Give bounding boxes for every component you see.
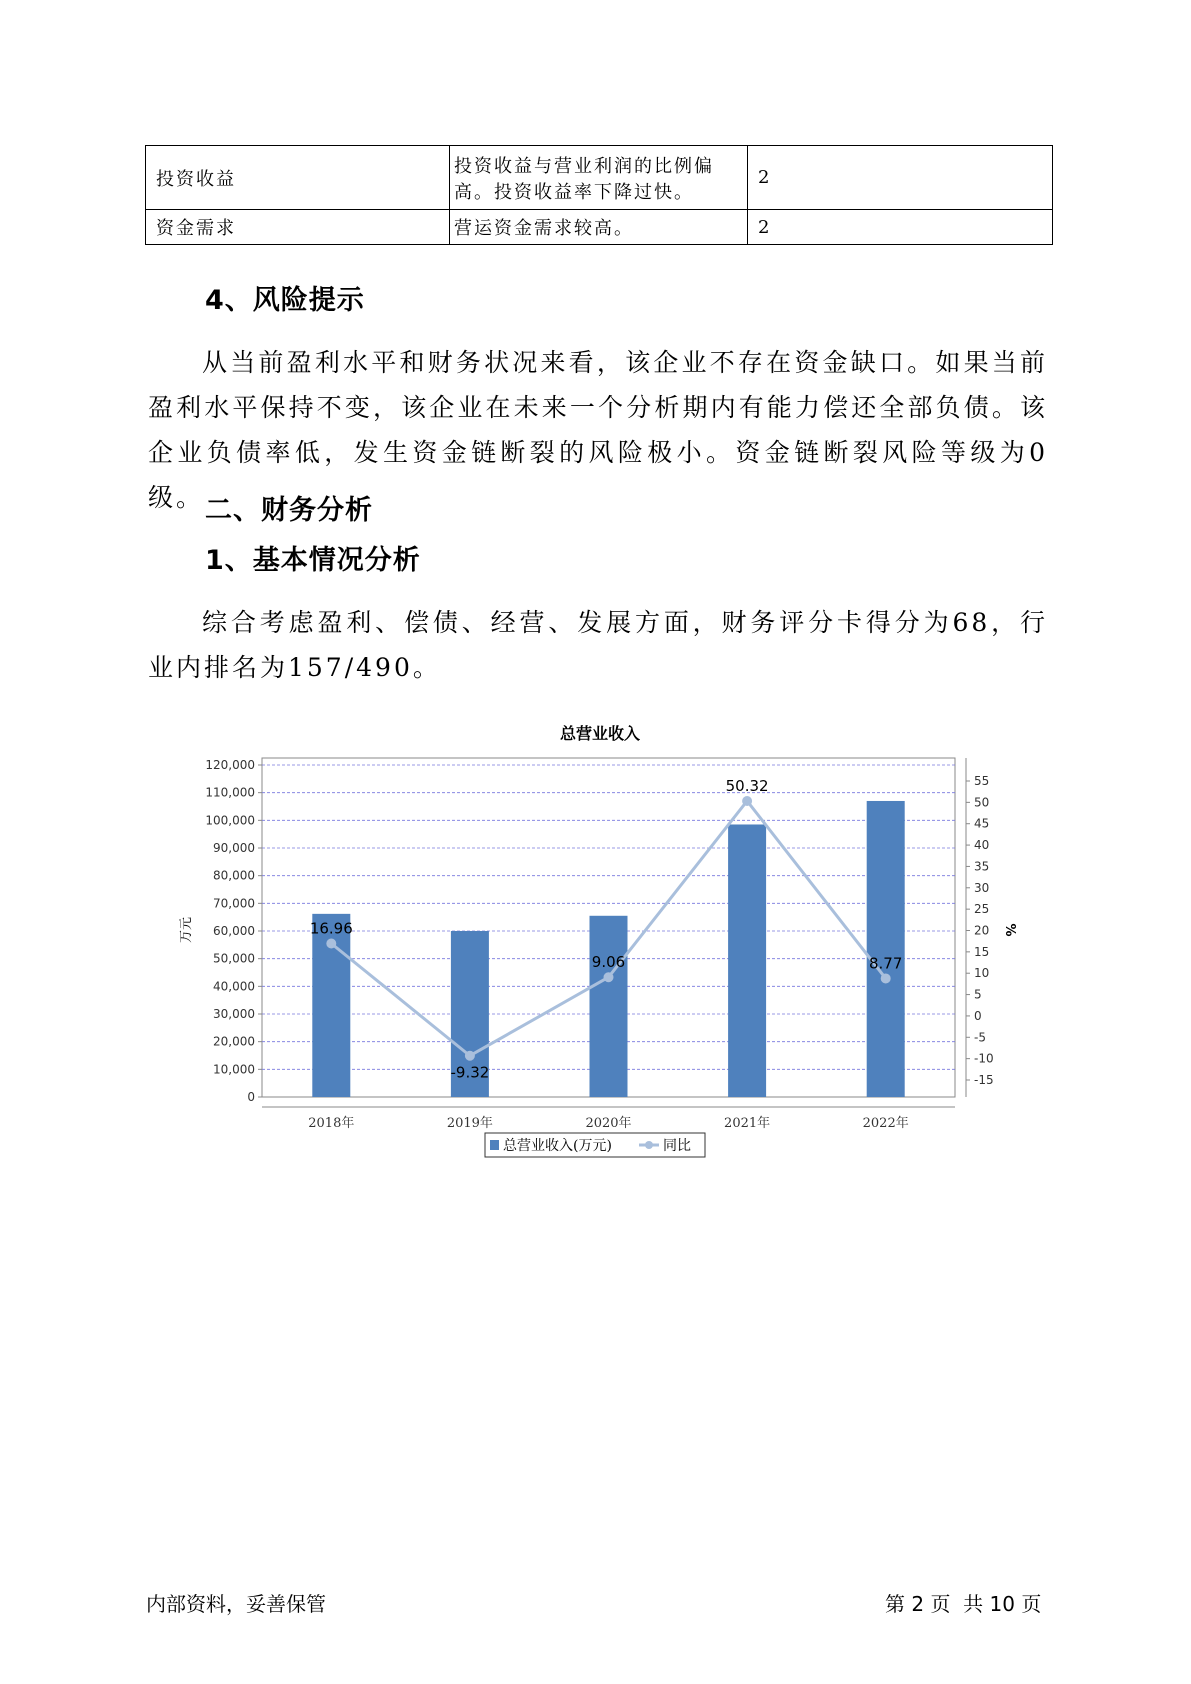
yoy-point bbox=[465, 1051, 475, 1061]
x-tick-label: 2020年 bbox=[585, 1116, 632, 1131]
left-tick-label: 70,000 bbox=[213, 896, 255, 911]
yoy-data-label: -9.32 bbox=[450, 1063, 490, 1082]
right-tick-label: 30 bbox=[974, 880, 990, 895]
right-tick-label: 20 bbox=[974, 923, 990, 938]
right-tick-label: 50 bbox=[974, 795, 990, 810]
yoy-point bbox=[326, 938, 336, 948]
right-tick-label: 55 bbox=[974, 774, 990, 788]
risk-score-cell: 2 bbox=[748, 146, 1053, 210]
x-tick-label: 2022年 bbox=[862, 1116, 909, 1131]
right-tick-label: 10 bbox=[974, 966, 990, 981]
footer-page-number: 第 2 页 共 10 页 bbox=[885, 1592, 1042, 1616]
right-tick-label: 40 bbox=[974, 838, 990, 853]
left-tick-label: 120,000 bbox=[205, 758, 255, 772]
left-tick-label: 30,000 bbox=[213, 1007, 255, 1021]
right-axis-label: % bbox=[1002, 923, 1017, 937]
right-tick-label: -5 bbox=[974, 1030, 986, 1045]
legend-line-label: 同比 bbox=[663, 1138, 691, 1154]
risk-paragraph: 从当前盈利水平和财务状况来看，该企业不存在资金缺口。如果当前盈利水平保持不变，该企业在未来一个分析期内有能力偿还全部负债。该企业负债率低，发生资金链断裂的风险极小。资金链断裂风险等级为0级。 bbox=[148, 348, 1048, 512]
table-row bbox=[146, 210, 1053, 245]
risk-desc-cell: 营运资金需求较高。 bbox=[450, 210, 748, 245]
revenue-chart bbox=[170, 715, 1030, 1175]
yoy-point bbox=[742, 796, 752, 806]
left-tick-label: 10,000 bbox=[213, 1062, 255, 1077]
yoy-data-label: 16.96 bbox=[309, 919, 353, 938]
yoy-point bbox=[604, 972, 614, 982]
left-tick-label: 60,000 bbox=[213, 924, 255, 938]
right-tick-label: 15 bbox=[974, 944, 990, 959]
risk-factor-table bbox=[145, 145, 1053, 245]
footer-confidential: 内部资料，妥善保管 bbox=[146, 1592, 326, 1616]
right-tick-label: 45 bbox=[974, 816, 990, 831]
left-tick-label: 40,000 bbox=[213, 979, 255, 994]
bar bbox=[728, 824, 766, 1097]
basic-paragraph: 综合考虑盈利、偿债、经营、发展方面，财务评分卡得分为68，行业内排名为157/490。 bbox=[148, 608, 1048, 682]
bar bbox=[867, 801, 905, 1097]
yoy-data-label: 50.32 bbox=[725, 776, 769, 795]
risk-score-cell: 2 bbox=[748, 210, 1053, 245]
left-tick-label: 50,000 bbox=[213, 951, 255, 966]
bar bbox=[590, 916, 628, 1097]
left-tick-label: 110,000 bbox=[205, 785, 255, 800]
right-tick-label: 0 bbox=[974, 1008, 982, 1023]
x-tick-label: 2019年 bbox=[446, 1116, 493, 1131]
risk-item-cell: 资金需求 bbox=[146, 210, 450, 245]
legend-bar-swatch bbox=[490, 1140, 499, 1150]
left-tick-label: 80,000 bbox=[213, 868, 255, 883]
risk-item-cell: 投资收益 bbox=[146, 146, 450, 210]
left-axis-label: 万元 bbox=[179, 916, 194, 944]
chart-title: 总营业收入 bbox=[559, 724, 641, 743]
left-tick-label: 20,000 bbox=[213, 1034, 255, 1049]
yoy-data-label: 9.06 bbox=[591, 953, 626, 972]
legend-bar-label: 总营业收入(万元) bbox=[503, 1138, 612, 1154]
x-tick-label: 2018年 bbox=[308, 1116, 355, 1131]
section-heading-risk: 4、风险提示 bbox=[205, 285, 365, 316]
x-tick-label: 2021年 bbox=[724, 1116, 771, 1131]
yoy-data-label: 8.77 bbox=[868, 954, 903, 973]
risk-desc-cell: 投资收益与营业利润的比例偏高。投资收益率下降过快。 bbox=[450, 146, 748, 210]
right-tick-label: 35 bbox=[974, 859, 990, 874]
left-tick-label: 90,000 bbox=[213, 841, 255, 855]
right-tick-label: 5 bbox=[974, 987, 982, 1002]
right-tick-label: -15 bbox=[974, 1073, 994, 1087]
legend-line-marker bbox=[645, 1141, 653, 1149]
left-tick-label: 0 bbox=[247, 1090, 255, 1104]
right-tick-label: -10 bbox=[974, 1051, 994, 1066]
yoy-point bbox=[881, 973, 891, 983]
section-heading-financial: 二、财务分析 bbox=[205, 495, 373, 526]
left-tick-label: 100,000 bbox=[205, 813, 255, 828]
section-heading-basic: 1、基本情况分析 bbox=[205, 545, 421, 576]
table-row bbox=[146, 146, 1053, 210]
right-tick-label: 25 bbox=[974, 902, 990, 917]
